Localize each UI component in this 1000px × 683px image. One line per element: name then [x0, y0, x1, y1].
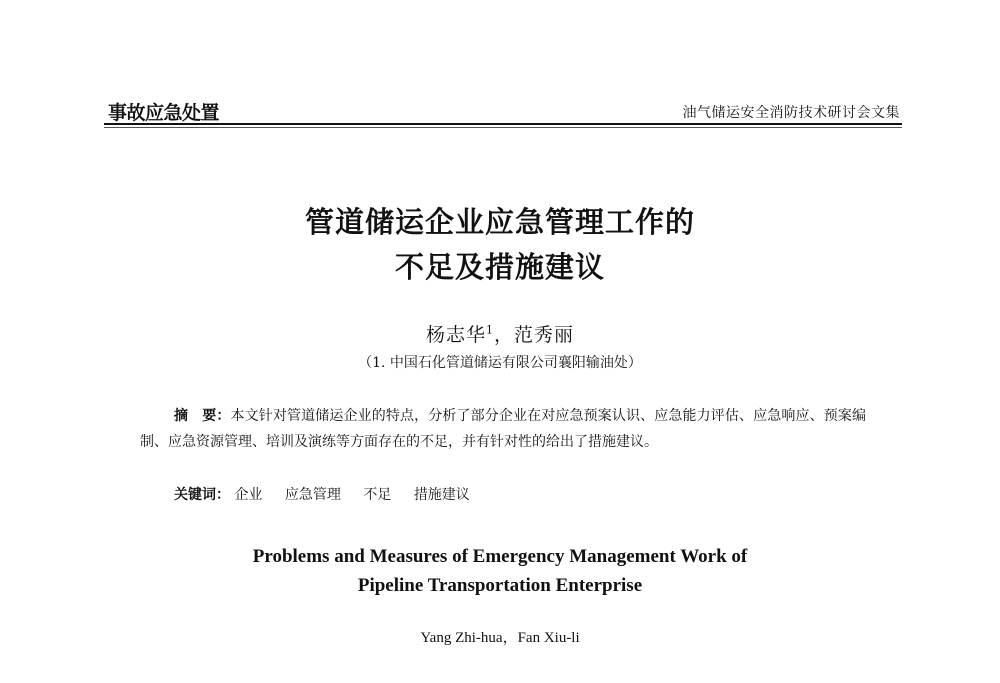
- english-title-line-1: Problems and Measures of Emergency Management Work of: [252, 546, 748, 567]
- keyword-item: 应急管理: [284, 487, 341, 503]
- english-title-line-2: Pipeline Transportation Enterprise: [357, 575, 643, 596]
- header-rule-thin: [104, 127, 902, 128]
- author-list: [250, 320, 750, 347]
- keyword-item: 措施建议: [413, 487, 470, 503]
- title-line-2: 不足及措施建议: [394, 250, 605, 284]
- proceedings-name: 油气储运安全消防技术研讨会文集: [682, 105, 900, 121]
- author-1-affiliation-mark: 1: [485, 323, 494, 337]
- affiliation: （1. 中国石化管道储运有限公司襄阳输油处）: [358, 355, 642, 371]
- author-1: 杨志华: [425, 324, 486, 346]
- keyword-item: 不足: [363, 487, 392, 503]
- abstract-text: 本文针对管道储运企业的特点，分析了部分企业在对应急预案认识、应急能力评估、应急响应、预案编制、应急资源管理、培训及演练等方面存在的不足，并有针对性的给出了措施建议。: [140, 408, 866, 450]
- abstract: [140, 403, 866, 455]
- section-label: 事故应急处置: [108, 102, 220, 124]
- paper-title: [150, 200, 850, 290]
- title-line-1: 管道储运企业应急管理工作的: [304, 205, 695, 239]
- running-header: [108, 98, 900, 126]
- keywords: [174, 484, 854, 504]
- english-authors: Yang Zhi-hua，Fan Xiu-li: [420, 630, 580, 646]
- keyword-item: 企业: [234, 487, 263, 503]
- keywords-label: 关键词：: [174, 487, 230, 503]
- english-title: [150, 542, 850, 600]
- header-rule: [104, 123, 902, 125]
- author-separator: ，: [493, 324, 514, 346]
- author-2: 范秀丽: [514, 324, 575, 346]
- abstract-label: 摘 要：: [174, 408, 231, 424]
